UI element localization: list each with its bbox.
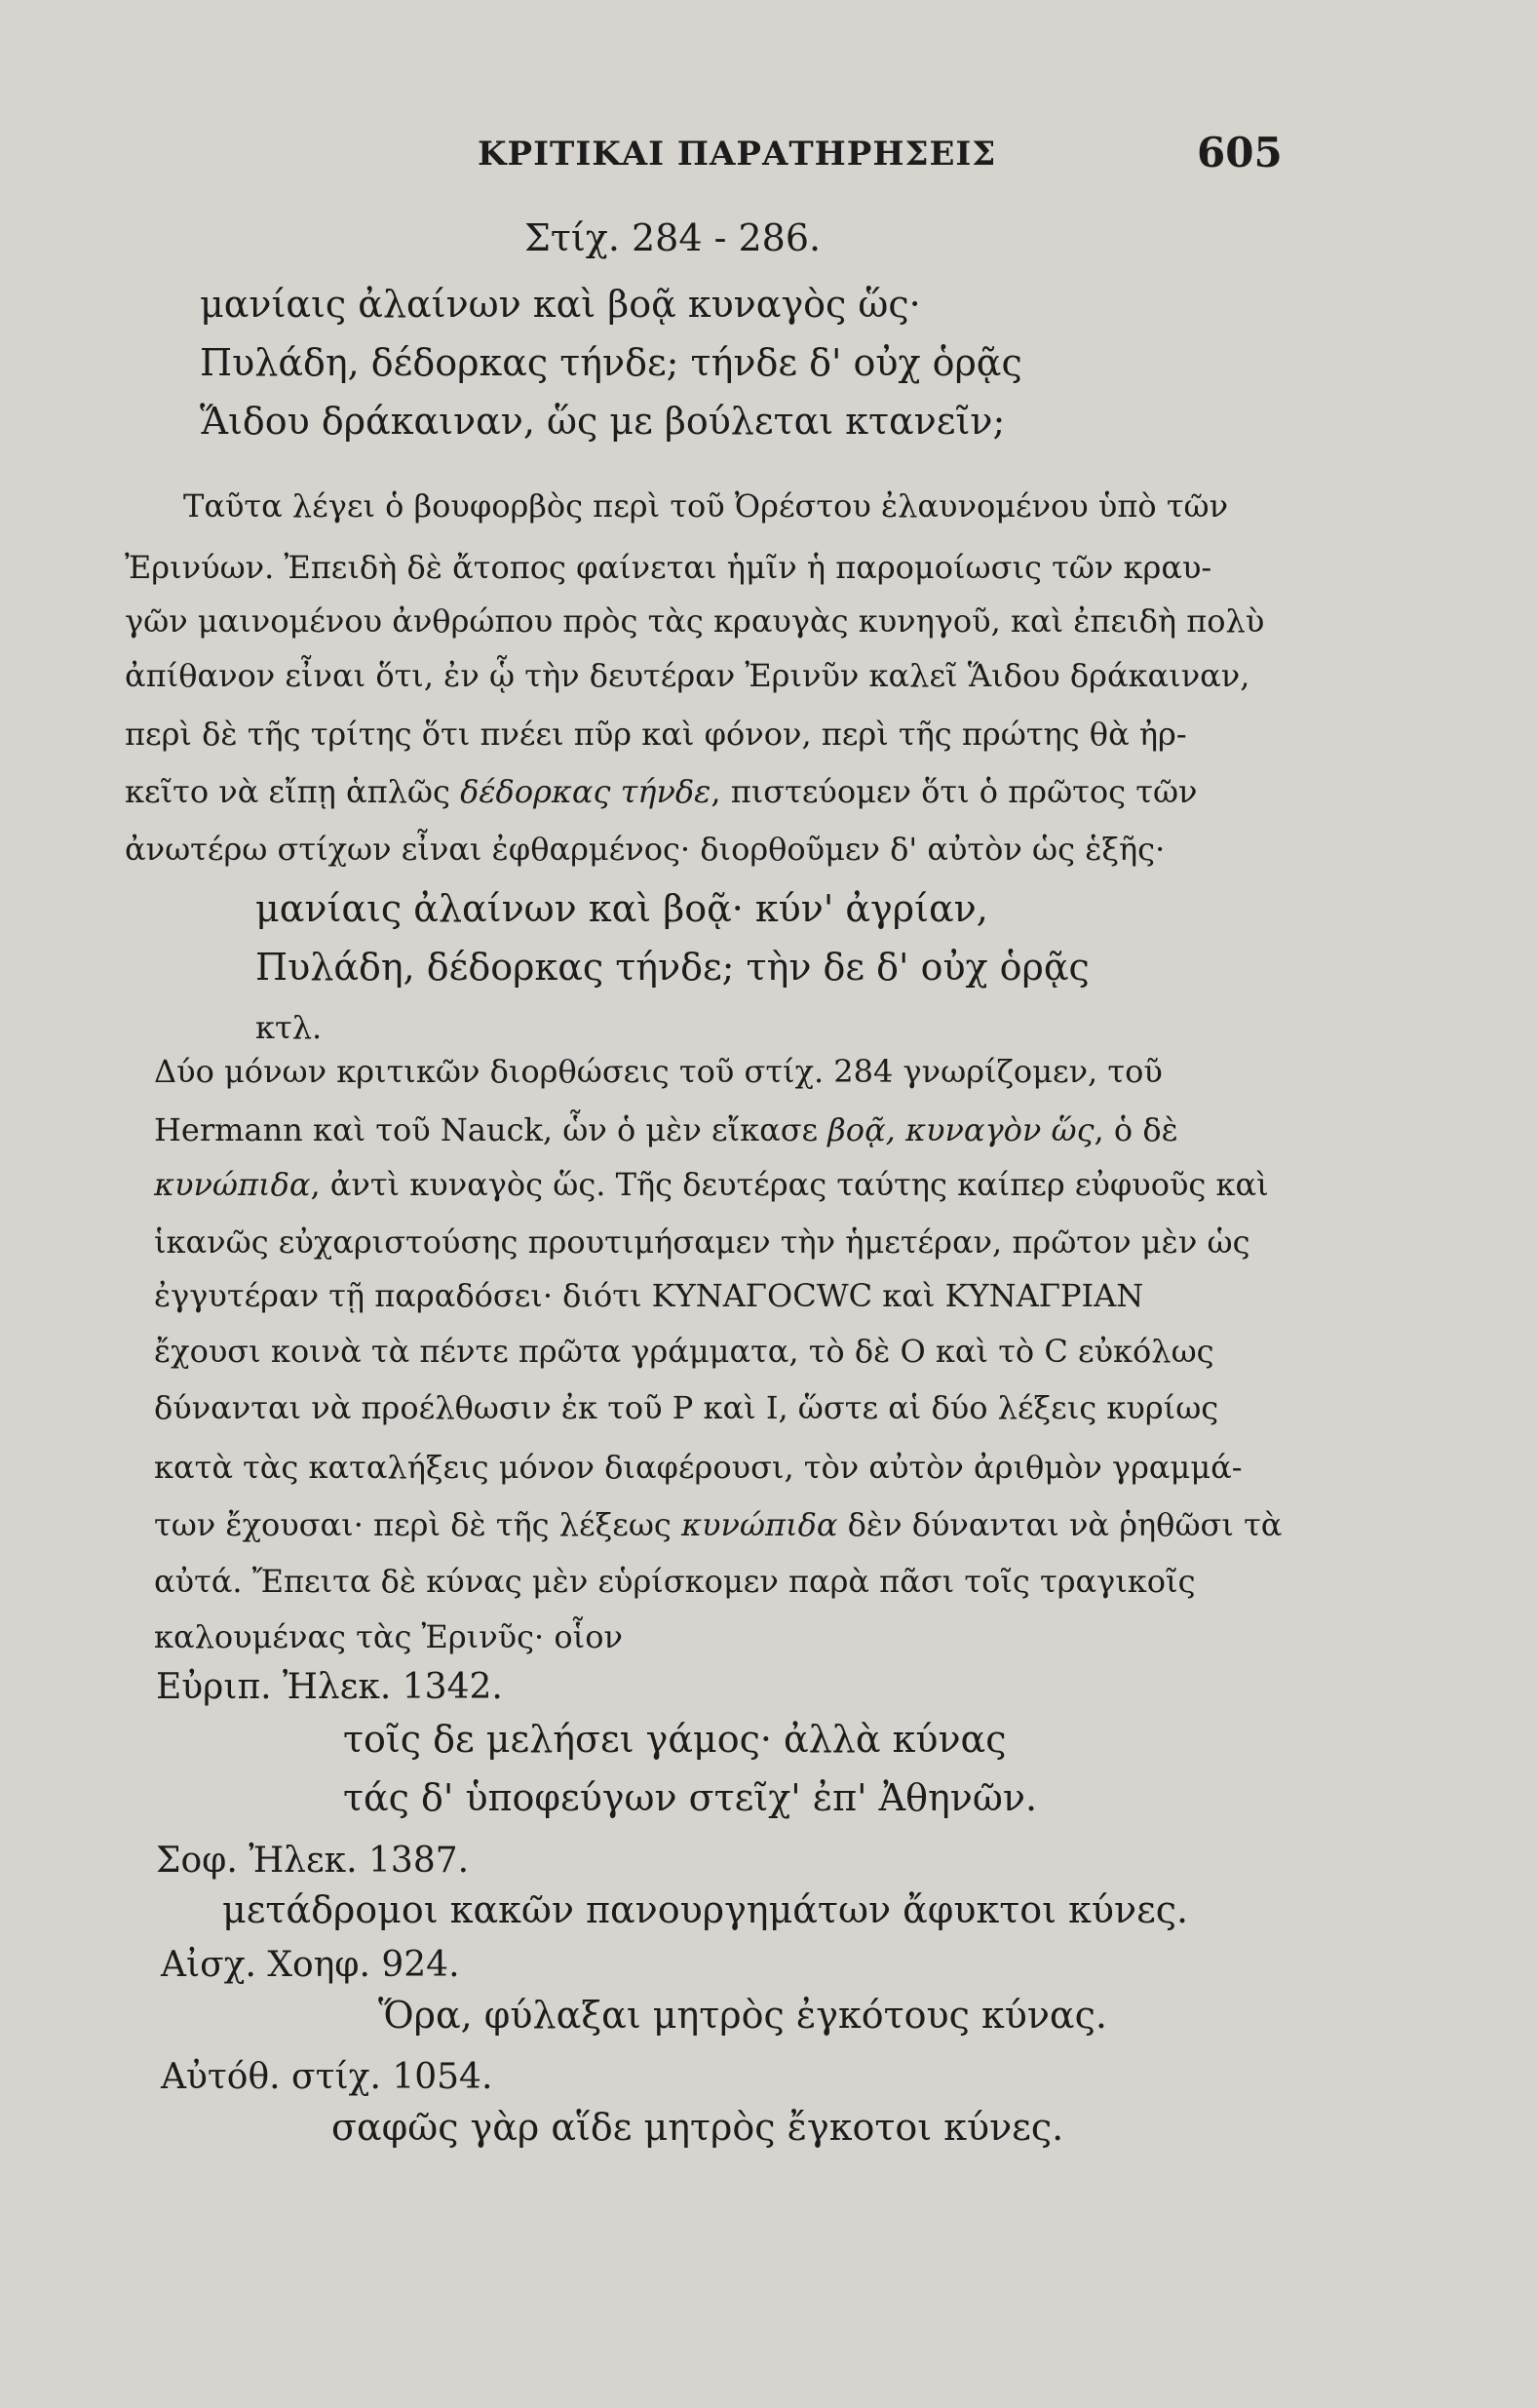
verse-line: μανίαις ἀλαίνων καὶ βοᾷ κυναγὸς ὥς· [200, 283, 921, 326]
prose-line: ἐγγυτέραν τῇ παραδόσει· διότι ΚΥΝΑΓΟCWC καὶ ΚΥΝΑΓΡΙΑΝ [154, 1277, 1144, 1314]
prose-text: , πιστεύομεν ὅτι ὁ πρῶτος τῶν [711, 773, 1198, 810]
citation-verse: μετάδρομοι κακῶν πανουργημάτων ἄφυκτοι κύνες. [222, 1888, 1189, 1931]
prose-line: γῶν μαινομένου ἀνθρώπου πρὸς τὰς κραυγὰς κυνηγοῦ, καὶ ἐπειδὴ πολὺ [125, 602, 1265, 640]
prose-line: δύνανται νὰ προέλθωσιν ἐκ τοῦ Ρ καὶ Ι, ὥστε αἱ δύο λέξεις κυρίως [154, 1389, 1219, 1426]
prose-line [125, 773, 1197, 810]
prose-line: ἀνωτέρω στίχων εἶναι ἐφθαρμένος· διορθοῦμεν δ' αὐτὸν ὡς ἑξῆς· [125, 831, 1166, 868]
prose-text: , ὁ δὲ [1094, 1111, 1178, 1148]
italic-phrase: κυνώπιδα [681, 1506, 838, 1543]
citation-verse: Ὅρα, φύλαξαι μητρὸς ἐγκότους κύνας. [378, 1994, 1107, 2037]
citation-source: Αἰσχ. Χοηφ. 924. [161, 1945, 460, 1985]
prose-line: ἀπίθανον εἶναι ὅτι, ἐν ᾧ τὴν δευτέραν Ἐρινῦν καλεῖ Ἅιδου δράκαιναν, [125, 657, 1250, 694]
prose-line [154, 1166, 1269, 1203]
page-number: 605 [1197, 129, 1283, 176]
prose-line: καλουμένας τὰς Ἐρινῦς· οἷον [154, 1618, 623, 1655]
verse-line: Πυλάδη, δέδορκας τήνδε; τήνδε δ' οὐχ ὁρᾷς [200, 341, 1022, 384]
prose-line [154, 1111, 1178, 1148]
verse-line: μανίαις ἀλαίνων καὶ βοᾷ· κύν' ἀγρίαν, [255, 887, 988, 930]
prose-line: Ταῦτα λέγει ὁ βουφορβὸς περὶ τοῦ Ὀρέστου ἐλαυνομένου ὑπὸ τῶν [183, 487, 1229, 524]
prose-line: αὐτά. Ἔπειτα δὲ κύνας μὲν εὑρίσκομεν παρὰ πᾶσι τοῖς τραγικοῖς [154, 1563, 1196, 1600]
citation-verse: τοῖς δε μελήσει γάμος· ἀλλὰ κύνας [343, 1718, 1007, 1761]
citation-verse: σαφῶς γὰρ αἵδε μητρὸς ἔγκοτοι κύνες. [331, 2106, 1064, 2149]
verse-line: Ἅιδου δράκαιναν, ὥς με βούλεται κτανεῖν; [200, 400, 1006, 443]
prose-text: κεῖτο νὰ εἴπῃ ἁπλῶς [125, 773, 461, 810]
prose-text: των ἔχουσαι· περὶ δὲ τῆς λέξεως [154, 1506, 682, 1543]
citation-source: Αὐτόθ. στίχ. 1054. [161, 2057, 493, 2097]
prose-text: δὲν δύνανται νὰ ῥηθῶσι τὰ [837, 1506, 1283, 1543]
italic-phrase: βοᾷ, κυναγὸν ὥς [827, 1111, 1095, 1148]
prose-line: ἔχουσι κοινὰ τὰ πέντε πρῶτα γράμματα, τὸ δὲ Ο καὶ τὸ C εὐκόλως [154, 1333, 1214, 1370]
running-title: ΚΡΙΤΙΚΑΙ ΠΑΡΑΤΗΡΗΣΕΙΣ [478, 135, 997, 174]
prose-line: κατὰ τὰς καταλήξεις μόνον διαφέρουσι, τὸν αὐτὸν ἀριθμὸν γραμμά- [154, 1449, 1243, 1486]
citation-source: Σοφ. Ἠλεκ. 1387. [156, 1841, 470, 1881]
italic-phrase: κυνώπιδα [154, 1166, 311, 1203]
prose-line: ἱκανῶς εὐχαριστούσης προυτιμήσαμεν τὴν ἡμετέραν, πρῶτον μὲν ὡς [154, 1223, 1250, 1261]
prose-line: περὶ δὲ τῆς τρίτης ὅτι πνέει πῦρ καὶ φόνον, περὶ τῆς πρώτης θὰ ἠρ- [125, 716, 1187, 753]
prose-line: Ἐρινύων. Ἐπειδὴ δὲ ἄτοπος φαίνεται ἡμῖν ἡ παρομοίωσις τῶν κραυ- [125, 549, 1212, 586]
citation-source: Εὐριπ. Ἠλεκ. 1342. [156, 1667, 503, 1707]
prose-line [154, 1506, 1282, 1543]
verse-line: κτλ. [255, 1009, 323, 1046]
citation-verse: τάς δ' ὑποφεύγων στεῖχ' ἐπ' Ἀθηνῶν. [343, 1776, 1038, 1819]
prose-text: , ἀντὶ κυναγὸς ὥς. Τῆς δευτέρας ταύτης καίπερ εὐφυοῦς καὶ [310, 1166, 1269, 1203]
prose-line: Δύο μόνων κριτικῶν διορθώσεις τοῦ στίχ. 284 γνωρίζομεν, τοῦ [154, 1053, 1163, 1090]
prose-text: Hermann καὶ τοῦ Nauck, ὧν ὁ μὲν εἴκασε [154, 1111, 828, 1148]
verse-line: Πυλάδη, δέδορκας τήνδε; τὴν δε δ' οὐχ ὁρᾷς [255, 946, 1090, 989]
italic-phrase: δέδορκας τήνδε [460, 773, 711, 810]
section-label: Στίχ. 284 - 286. [524, 216, 822, 259]
